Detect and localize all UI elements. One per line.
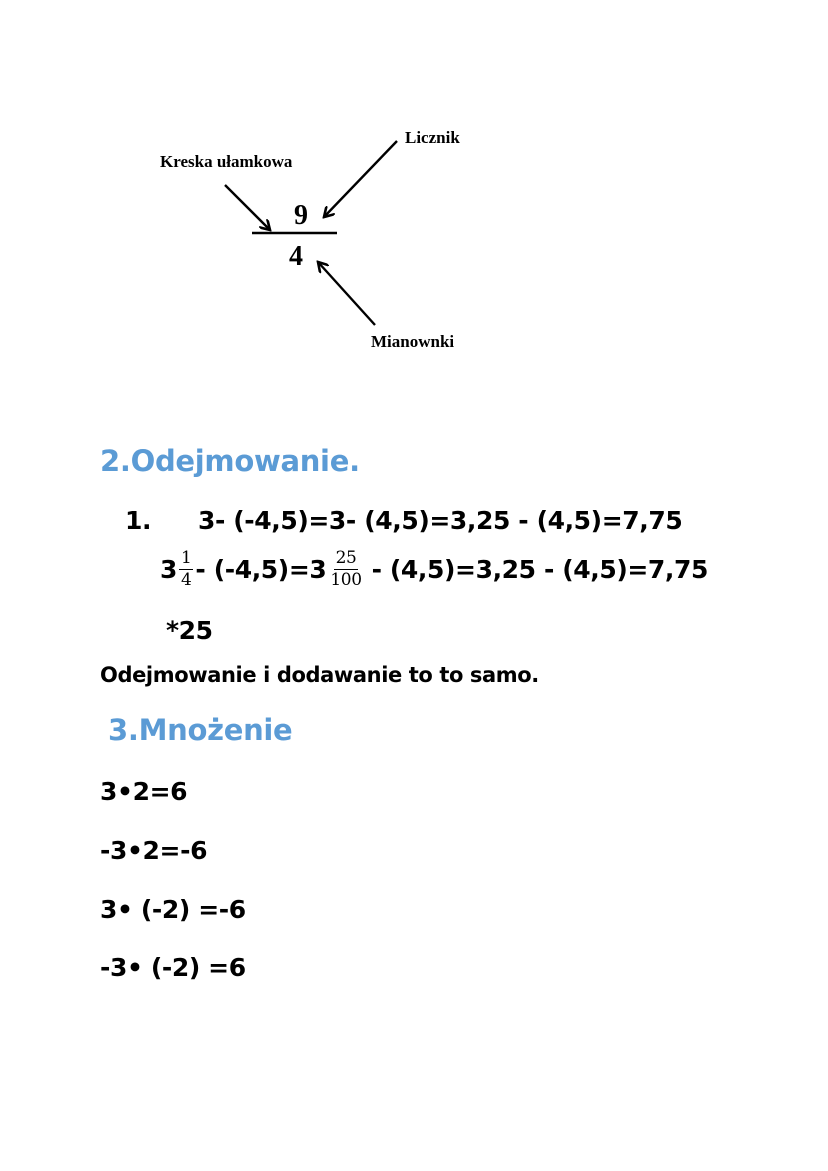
arrow-fraction-bar [225,185,270,230]
section-heading-subtraction: 2.Odejmowanie. [100,444,360,478]
multiplier-note: *25 [166,616,213,645]
multiplication-line-1: 3•2=6 [100,777,188,806]
fraction-denominator: 4 [181,570,192,590]
diagram-numerator: 9 [294,200,308,231]
fraction-diagram [0,0,828,380]
section-heading-multiplication: 3.Mnożenie [108,713,293,747]
list-number: 1. [125,506,152,535]
multiplication-line-3: 3• (-2) =-6 [100,895,246,924]
equation-line-1: 3- (-4,5)=3- (4,5)=3,25 - (4,5)=7,75 [198,506,683,535]
whole-number: 3 [160,555,177,584]
fraction-numerator: 1 [181,548,192,568]
arrow-denominator [318,262,375,325]
subtraction-note: Odejmowanie i dodawanie to to samo. [100,663,539,687]
arrow-numerator [324,141,397,217]
fraction-numerator: 25 [335,548,357,568]
label-fraction-bar: Kreska ułamkowa [160,152,293,171]
fraction-25-100 [328,550,363,589]
multiplication-line-2: -3•2=-6 [100,836,208,865]
diagram-denominator: 4 [289,241,303,272]
label-numerator: Licznik [405,128,460,147]
multiplication-line-4: -3• (-2) =6 [100,953,246,982]
fraction-denominator: 100 [330,570,362,590]
equation-part-2: - (4,5)=3,25 - (4,5)=7,75 [371,555,709,584]
label-denominator: Mianownki [371,332,455,351]
fraction-one-quarter [179,550,193,589]
equation-line-2 [160,550,708,589]
equation-part-1: - (-4,5)=3 [195,555,327,584]
